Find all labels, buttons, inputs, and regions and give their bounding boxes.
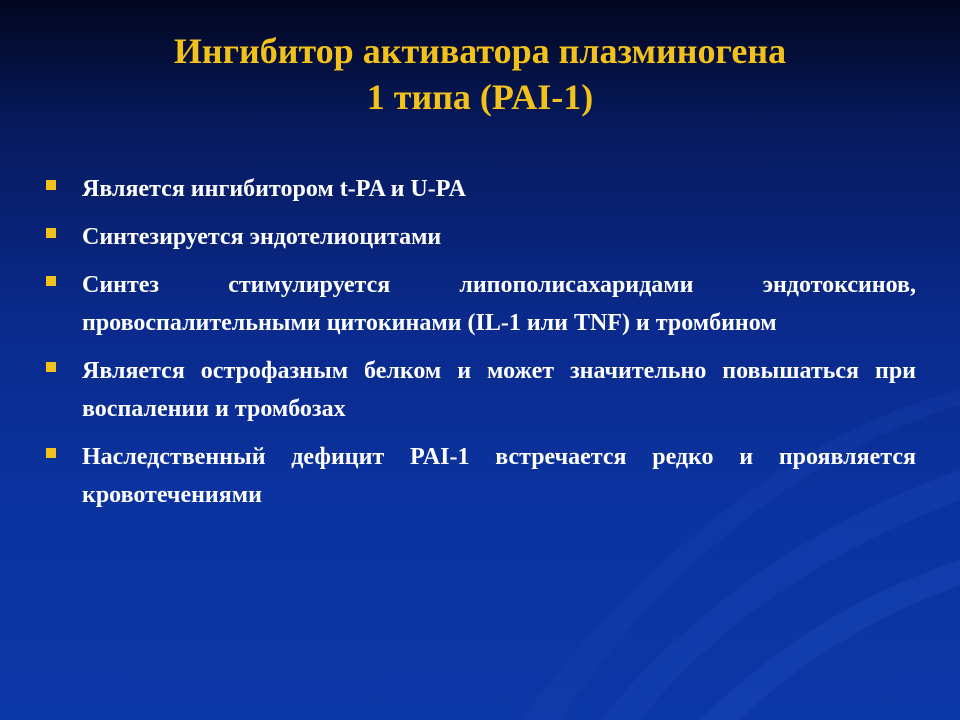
slide-title [0,28,960,120]
square-bullet-icon [46,362,56,372]
square-bullet-icon [46,276,56,286]
bullet-text: Является ингибитором t-PA и U-PA [82,176,466,202]
square-bullet-icon [46,228,56,238]
bullet-item [44,352,916,428]
bullet-list [44,170,916,524]
bullet-text: Синтезируется эндотелиоцитами [82,224,442,250]
bullet-text: Является острофазным белком и может значительно повышаться при воспалении и тромбозах [82,358,916,422]
bullet-text: Наследственный дефицит PAI-1 встречается редко и проявляется кровотечениями [82,444,916,508]
bullet-item [44,438,916,514]
square-bullet-icon [46,448,56,458]
square-bullet-icon [46,180,56,190]
bullet-item [44,170,916,208]
bullet-text: Синтез стимулируется липополисахаридами эндотоксинов, провоспалительными цитокинами (IL-1 или TNF) и тромбином [82,272,916,336]
bullet-item [44,218,916,256]
slide-title-line2: 1 типа (PAI-1) [366,77,594,117]
bullet-item [44,266,916,342]
slide-title-line1: Ингибитор активатора плазминогена [173,31,787,71]
